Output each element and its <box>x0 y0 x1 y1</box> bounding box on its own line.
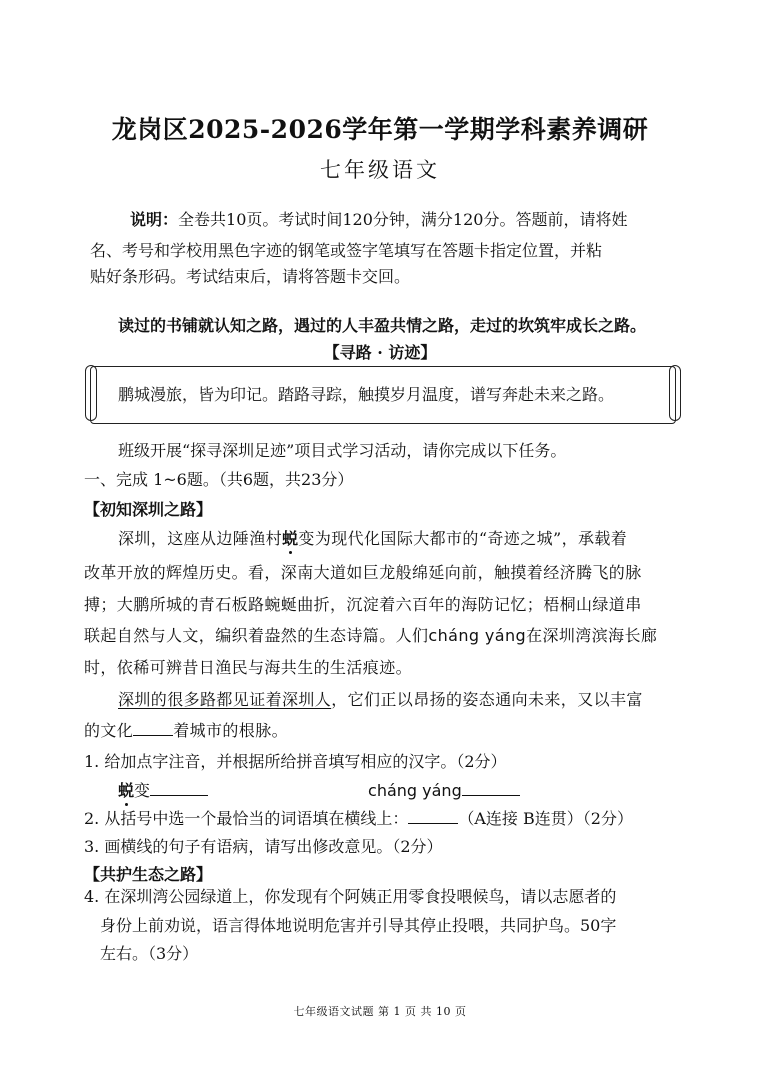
page-subtitle: 七年级语文 <box>320 158 440 182</box>
q1-answer-blank-1[interactable] <box>150 783 208 796</box>
q1-answer-blank-2[interactable] <box>462 783 520 796</box>
page-title: 龙岗区2025-2026学年第一学期学科素养调研 <box>111 115 649 144</box>
question-4-line-2: 身份上前劝说，语言得体地说明危害并引导其停止投喂，共同护鸟。50字 <box>100 916 617 935</box>
q1-pinyin: cháng yáng <box>368 781 462 800</box>
question-1: 1. 给加点字注音，并根据所给拼音填写相应的汉字。（2分） <box>84 752 507 771</box>
passage-line-3: 搏；大鹏所城的青石板路蜿蜒曲折，沉淀着六百年的海防记忆；梧桐山绿道串 <box>84 595 642 614</box>
pinyin-inline: cháng yáng <box>428 626 527 645</box>
passage-line-7: 的文化 着城市的根脉。 <box>84 721 289 740</box>
instructions-line-2: 名、考号和学校用黑色字迹的钢笔或签字笔填写在答题卡指定位置，并粘 <box>90 241 603 260</box>
question-1-items: 蜕变 cháng yáng <box>118 778 520 801</box>
fill-blank[interactable] <box>133 723 173 736</box>
question-3: 3. 画横线的句子有语病，请写出修改意见。（2分） <box>84 837 443 856</box>
section-heading: 【寻路 · 访迹】 <box>323 343 437 362</box>
instructions-label: 说明： <box>130 210 179 229</box>
passage-line-4: 联起自然与人文，编织着盎然的生态诗篇。人们cháng yáng在深圳湾滨海长廊 <box>84 626 658 645</box>
subsection-heading-2: 【共护生态之路】 <box>84 865 213 884</box>
part-one-heading: 一、完成 1~6题。（共6题，共23分） <box>84 470 354 489</box>
subsection-heading-1: 【初知深圳之路】 <box>84 500 213 519</box>
question-2: 2. 从括号中选一个最恰当的词语填在横线上： （A连接 B连贯）（2分） <box>84 809 633 828</box>
passage-line-1: 深圳，这座从边陲渔村蜕变为现代化国际大都市的“奇迹之城”，承载着 <box>118 529 628 548</box>
question-4-line-1: 4. 在深圳湾公园绿道上，你发现有个阿姨正用零食投喂候鸟，请以志愿者的 <box>84 887 617 906</box>
instructions-line-3: 贴好条形码。考试结束后，请将答题卡交回。 <box>90 267 411 286</box>
scroll-text: 鹏城漫旅，皆为印记。踏路寻踪，触摸岁月温度，谱写奔赴未来之路。 <box>118 385 615 404</box>
page-footer: 七年级语文试题 第 1 页 共 10 页 <box>293 1005 467 1018</box>
underlined-sentence: 深圳的很多路都见证着深圳人 <box>118 690 332 709</box>
motto: 读过的书铺就认知之路，遇过的人丰盈共情之路，走过的坎筑牢成长之路。 <box>118 316 647 335</box>
intro-text: 班级开展“探寻深圳足迹”项目式学习活动，请你完成以下任务。 <box>118 441 567 460</box>
passage-line-6: 深圳的很多路都见证着深圳人，它们正以昂扬的姿态通向未来，又以丰富 <box>118 690 643 709</box>
instructions-line-1: 说明：全卷共10页。考试时间120分钟，满分120分。答题前，请将姓 <box>130 210 628 229</box>
q1-dotted-char: 蜕 <box>118 781 135 800</box>
q2-answer-blank[interactable] <box>408 811 458 824</box>
dotted-char: 蜕 <box>282 529 299 548</box>
question-4-line-3: 左右。（3分） <box>100 944 199 963</box>
passage-line-2: 改革开放的辉煌历史。看，深南大道如巨龙般绵延向前，触摸着经济腾飞的脉 <box>84 563 642 582</box>
passage-line-5: 时，依稀可辨昔日渔民与海共生的生活痕迹。 <box>84 658 413 677</box>
